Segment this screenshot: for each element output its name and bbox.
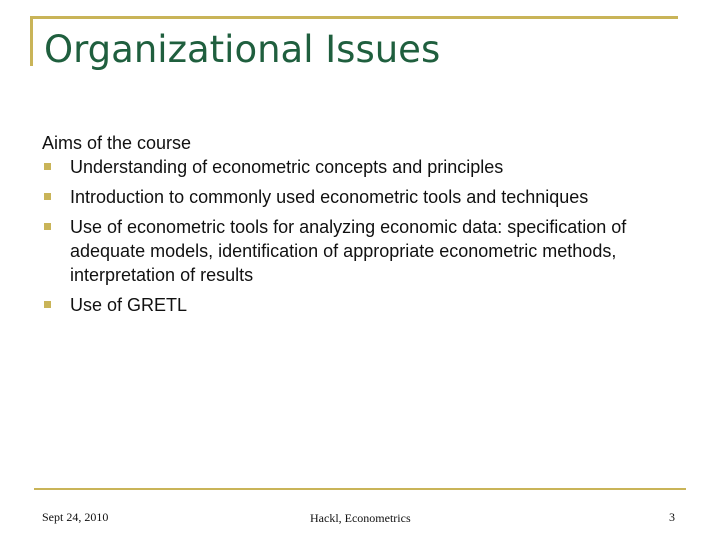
title-frame-top-rule [30,16,678,19]
slide-content [42,131,702,317]
square-bullet-icon [44,163,51,170]
bullet-item [42,215,690,287]
footer-rule [34,488,686,490]
bullet-text: Understanding of econometric concepts and principles [70,157,504,177]
bullet-text: Use of GRETL [70,295,188,315]
title-frame-left-rule [30,16,33,66]
footer-author: Hackl, Econometrics [310,511,411,525]
bullet-item [42,155,690,179]
section-heading: Aims of the course [42,133,192,153]
square-bullet-icon [44,301,51,308]
aims-bullet-list [42,155,702,317]
bullet-text: Introduction to commonly used econometric tools and techniques [70,187,589,207]
square-bullet-icon [44,223,51,230]
bullet-text: Use of econometric tools for analyzing economic data: specification of adequate models, identification of appropriate econometric methods, interpretation of results [70,217,627,285]
slide-title: Organizational Issues [44,28,441,71]
footer-date: Sept 24, 2010 [42,510,109,524]
square-bullet-icon [44,193,51,200]
slide-page-number: 3 [669,510,675,524]
bullet-item [42,185,690,209]
bullet-item [42,293,690,317]
